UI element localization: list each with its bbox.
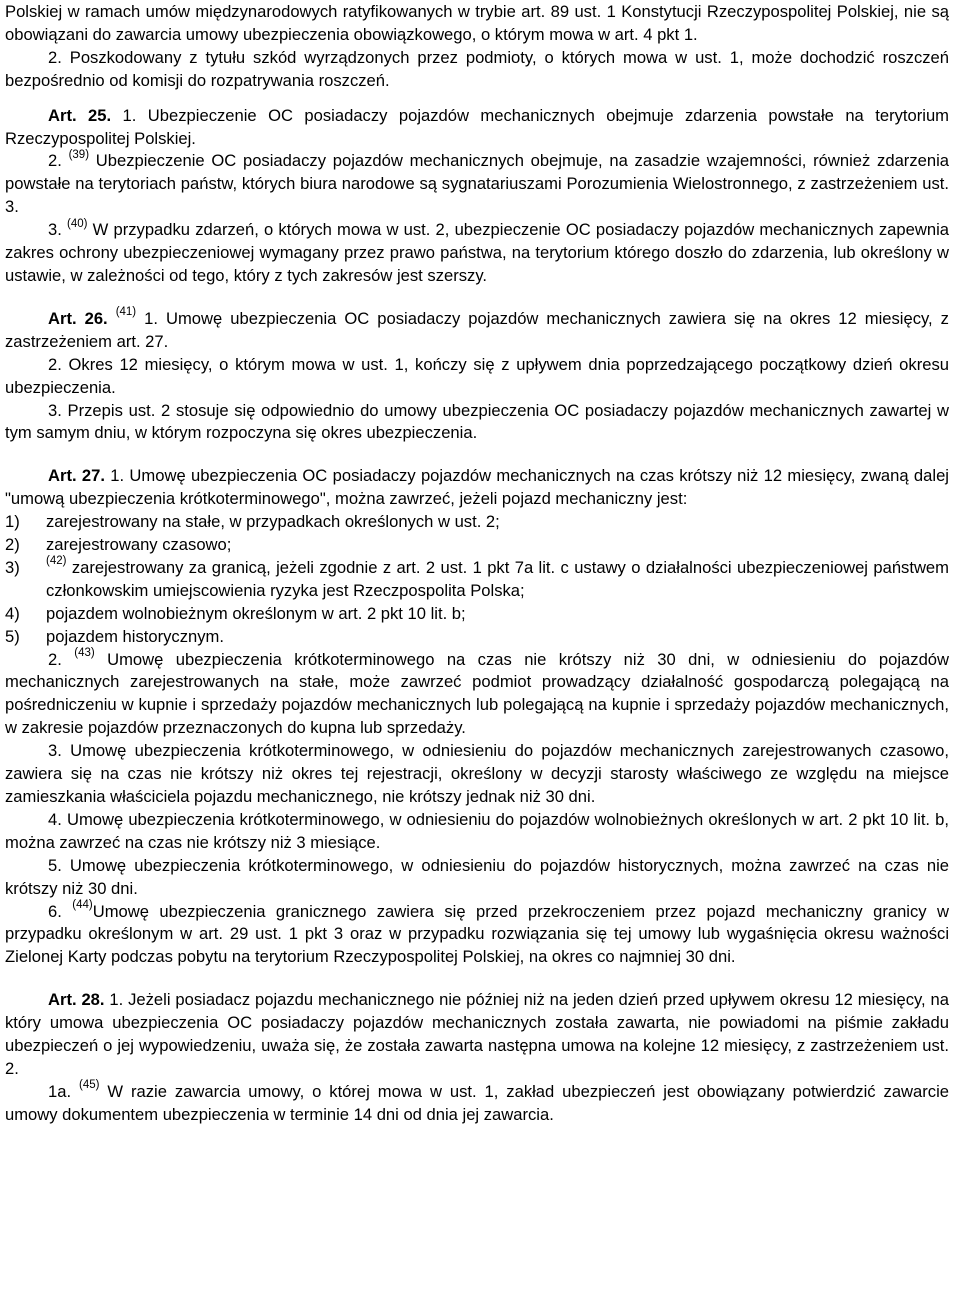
article-25: Art. 25. 1. Ubezpieczenie OC posiadaczy pojazdów mechanicznych obejmuje zdarzenia powstałe na terytorium Rzeczypospolitej Polskiej. bbox=[5, 105, 949, 148]
article-28: Art. 28. 1. Jeżeli posiadacz pojazdu mechanicznego nie później niż na jeden dzień przed upływem okresu 12 miesięcy, na który umowa ubezpieczenia OC posiadaczy pojazdów mechanicznych została zawarta, nie powiadomi na piśmie zakładu ubezpieczeń o jej wypowiedzeniu, uważa się, że została zawarta następna umowa na kolejne 12 miesięcy, z zastrzeżeniem ust. 2. bbox=[5, 990, 949, 1078]
footnote-ref: (45) bbox=[79, 1079, 100, 1092]
list-item: 4) pojazdem wolnobieżnym określonym w art. 2 pkt 10 lit. b; bbox=[5, 603, 466, 623]
article-heading: Art. 25. bbox=[48, 105, 112, 125]
paragraph: 3. Umowę ubezpieczenia krótkoterminowego, w odniesieniu do pojazdów mechanicznych zarejestrowanych czasowo, zawiera się na czas nie krótszy niż okres tej rejestracji, określony w decyzji starosty właściwego ze względu na miejsce zamieszkania właściciela pojazdu mechanicznego, nie krótszy jednak niż 30 dni. bbox=[5, 741, 949, 806]
footnote-ref: (44) bbox=[72, 899, 93, 911]
footnote-ref: (40) bbox=[67, 217, 88, 230]
paragraph: 1a. $^{(45)}$ W razie zawarcia umowy, o której mowa w ust. 1, zakład ubezpieczeń jest obowiązany potwierdzić zawarcie umowy dokumentem ubezpieczenia w terminie 14 dni od dnia jej zawarcia. bbox=[5, 1079, 949, 1124]
footnote-ref: (43) bbox=[74, 647, 95, 660]
footnote-ref: (41) bbox=[115, 306, 137, 319]
paragraph: 2. Poszkodowany z tytułu szkód wyrządzonych przez podmioty, o których mowa w ust. 1, może dochodzić roszczeń bezpośrednio od komisji do rozpatrywania roszczeń. bbox=[5, 47, 949, 90]
list-item: 3) $^{(42)}$ zarejestrowany za granicą, jeżeli zgodnie z art. 2 ust. 1 pkt 7a lit. c ustawy o działalności ubezpieczeniowej państwem członkowskim umiejscowienia ryzyka jest Rzeczpospolita Polska; bbox=[5, 555, 949, 600]
paragraph: 2. $^{(39)}$ Ubezpieczenie OC posiadaczy pojazdów mechanicznych obejmuje, na zasadzie wzajemności, również zdarzenia powstałe na terytoriach państw, których biura narodowe są sygnatariuszami Porozumienia Wielostronnego, z zastrzeżeniem ust. 3. bbox=[5, 148, 949, 217]
article-heading: Art. 27. bbox=[48, 466, 105, 486]
paragraph: 2. Okres 12 miesięcy, o którym mowa w ust. 1, kończy się z upływem dnia poprzedzającego początkowy dzień okresu ubezpieczenia. bbox=[5, 354, 949, 397]
article-heading: Art. 28. bbox=[48, 990, 105, 1010]
article-27: Art. 27. 1. Umowę ubezpieczenia OC posiadaczy pojazdów mechanicznych na czas krótszy niż 12 miesięcy, zwaną dalej "umową ubezpieczenia krótkoterminowego", można zawrzeć, jeżeli pojazd mechaniczny jest: bbox=[5, 466, 949, 509]
paragraph: Polskiej w ramach umów międzynarodowych ratyfikowanych w trybie art. 89 ust. 1 Konstytucji Rzeczypospolitej Polskiej, nie są obowiązani do zawarcia umowy ubezpieczenia obowiązkowego, o którym mowa w art. 4 pkt 1. bbox=[5, 2, 949, 44]
list-item: 5) pojazdem historycznym. bbox=[5, 626, 224, 646]
footnote-ref: (39) bbox=[68, 148, 90, 161]
paragraph: 4. Umowę ubezpieczenia krótkoterminowego, w odniesieniu do pojazdów wolnobieżnych określonych w art. 2 pkt 10 lit. b, można zawrzeć na czas nie krótszy niż 3 miesiące. bbox=[5, 809, 949, 852]
footnote-ref: (42) bbox=[46, 555, 67, 568]
list-item: 1) zarejestrowany na stałe, w przypadkach określonych w ust. 2; bbox=[5, 512, 500, 532]
paragraph: 3. $^{(40)}$ W przypadku zdarzeń, o których mowa w ust. 2, ubezpieczenie OC posiadaczy pojazdów mechanicznych zapewnia zakres ochrony ubezpieczeniowej wymagany przez prawo państwa, na terytorium którego doszło do zdarzenia, lub określony w ustawie, w zależności od tego, który z tych zakresów jest szerszy. bbox=[5, 217, 949, 285]
paragraph: 5. Umowę ubezpieczenia krótkoterminowego, w odniesieniu do pojazdów historycznych, można zawrzeć na czas nie krótszy niż 30 dni. bbox=[5, 855, 949, 898]
paragraph: 6. $^{(44)}$Umowę ubezpieczenia granicznego zawiera się przed przekroczeniem przez pojazd mechaniczny granicy w przypadku określonym w art. 29 ust. 1 pkt 3 oraz w przypadku rozwiązania się tej umowy lub wygaśnięcia okresu ważności Zielonej Karty podczas pobytu na terytorium Rzeczypospolitej Polskiej, na okres co najmniej 30 dni. bbox=[5, 899, 949, 967]
article-26: Art. 26. $^{(41)}$ 1. Umowę ubezpieczenia OC posiadaczy pojazdów mechanicznych zawiera się na okres 12 miesięcy, z zastrzeżeniem art. 27. bbox=[5, 306, 949, 351]
paragraph: 3. Przepis ust. 2 stosuje się odpowiednio do umowy ubezpieczenia OC posiadaczy pojazdów mechanicznych zawartej w tym samym dniu, w którym rozpoczyna się okres ubezpieczenia. bbox=[5, 400, 949, 443]
paragraph: 2. $^{(43)}$ Umowę ubezpieczenia krótkoterminowego na czas nie krótszy niż 30 dni, w odniesieniu do pojazdów mechanicznych zarejestrowanych na stałe, może zawrzeć podmiot prowadzący działalność gospodarczą polegającą na pośredniczeniu w kupnie i sprzedaży pojazdów mechanicznych lub polegającą na kupnie i sprzedaży pojazdów mechanicznych, w zakresie pojazdów przeznaczonych do kupna lub sprzedaży. bbox=[5, 647, 950, 738]
list-item: 2) zarejestrowany czasowo; bbox=[5, 535, 232, 555]
article-heading: Art. 26. bbox=[48, 308, 108, 328]
